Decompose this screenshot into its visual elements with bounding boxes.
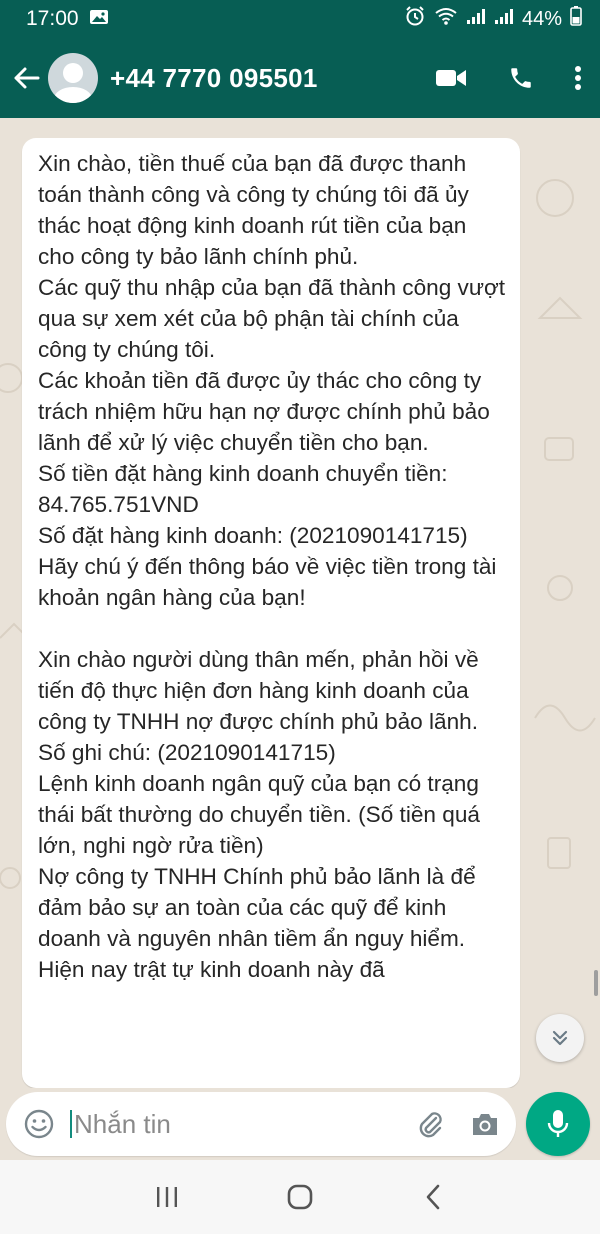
message-text: Xin chào người dùng thân mến, phản hồi về tiến độ thực hiện đơn hàng kinh doanh của công ty TNHH nợ được chính phủ bảo lãnh. <box>38 647 479 734</box>
battery-percent: 44% <box>521 7 562 30</box>
chat-area[interactable] <box>0 118 600 1088</box>
status-bar <box>0 0 600 38</box>
text-cursor <box>70 1110 72 1138</box>
emoji-icon[interactable] <box>12 1108 66 1140</box>
message-text: Số ghi chú: (2021090141715) <box>38 740 336 765</box>
alarm-icon <box>404 5 426 33</box>
voice-call-icon[interactable] <box>486 48 556 108</box>
more-options-icon[interactable] <box>556 48 600 108</box>
app-bar <box>0 38 600 118</box>
nav-home-icon[interactable] <box>270 1172 330 1222</box>
avatar[interactable] <box>48 53 98 103</box>
back-arrow-icon[interactable] <box>6 66 46 90</box>
video-call-icon[interactable] <box>416 48 486 108</box>
camera-icon[interactable] <box>454 1111 516 1137</box>
message-text: Lệnh kinh doanh ngân quỹ của bạn có trạng thái bất thường do chuyển tiền. (Số tiền quá lớn, nghi ngờ rửa tiền) <box>38 771 480 858</box>
message-placeholder[interactable]: Nhắn tin <box>74 1108 171 1139</box>
message-text: Số đặt hàng kinh doanh: (2021090141715) <box>38 523 468 548</box>
mic-icon[interactable] <box>526 1092 590 1156</box>
signal-icon-2 <box>494 7 514 31</box>
status-icons <box>404 5 582 33</box>
composer <box>0 1088 600 1160</box>
message-text: Các quỹ thu nhập của bạn đã thành công vượt qua sự xem xét của bộ phận tài chính của công ty chúng tôi. <box>38 275 506 362</box>
gallery-notification-icon <box>89 7 109 31</box>
message-text: Xin chào, tiền thuế của bạn đã được thanh toán thành công và công ty chúng tôi đã ủy thác hoạt động kinh doanh rút tiền của bạn cho công ty bảo lãnh chính phủ. <box>38 151 469 269</box>
message-text: Số tiền đặt hàng kinh doanh chuyển tiền: 84.765.751VND <box>38 461 448 517</box>
nav-recents-icon[interactable] <box>137 1172 197 1222</box>
message-blank-line <box>38 613 506 644</box>
status-time: 17:00 <box>26 7 79 30</box>
nav-back-icon[interactable] <box>403 1172 463 1222</box>
wifi-icon <box>434 6 458 32</box>
message-bubble[interactable] <box>22 138 520 1088</box>
header-actions <box>416 48 600 108</box>
contact-name[interactable]: +44 7770 095501 <box>110 62 318 93</box>
signal-icon-1 <box>466 7 486 31</box>
battery-icon <box>570 6 582 32</box>
message-input[interactable] <box>6 1092 516 1156</box>
attach-icon[interactable] <box>406 1109 454 1139</box>
system-nav-bar <box>0 1160 600 1234</box>
scroll-down-icon[interactable] <box>536 1014 584 1062</box>
message-text: Các khoản tiền đã được ủy thác cho công ty trách nhiệm hữu hạn nợ được chính phủ bảo lãnh để xử lý việc chuyển tiền cho bạn. <box>38 368 490 455</box>
message-text: Nợ công ty TNHH Chính phủ bảo lãnh là để đảm bảo sự an toàn của các quỹ để kinh doanh và nguyên nhân tiềm ẩn nguy hiểm. Hiện nay trật tự kinh doanh này đã <box>38 864 476 982</box>
top-bar <box>0 0 600 118</box>
message-text: Hãy chú ý đến thông báo về việc tiền trong tài khoản ngân hàng của bạn! <box>38 554 497 610</box>
scrollbar[interactable] <box>594 970 598 996</box>
